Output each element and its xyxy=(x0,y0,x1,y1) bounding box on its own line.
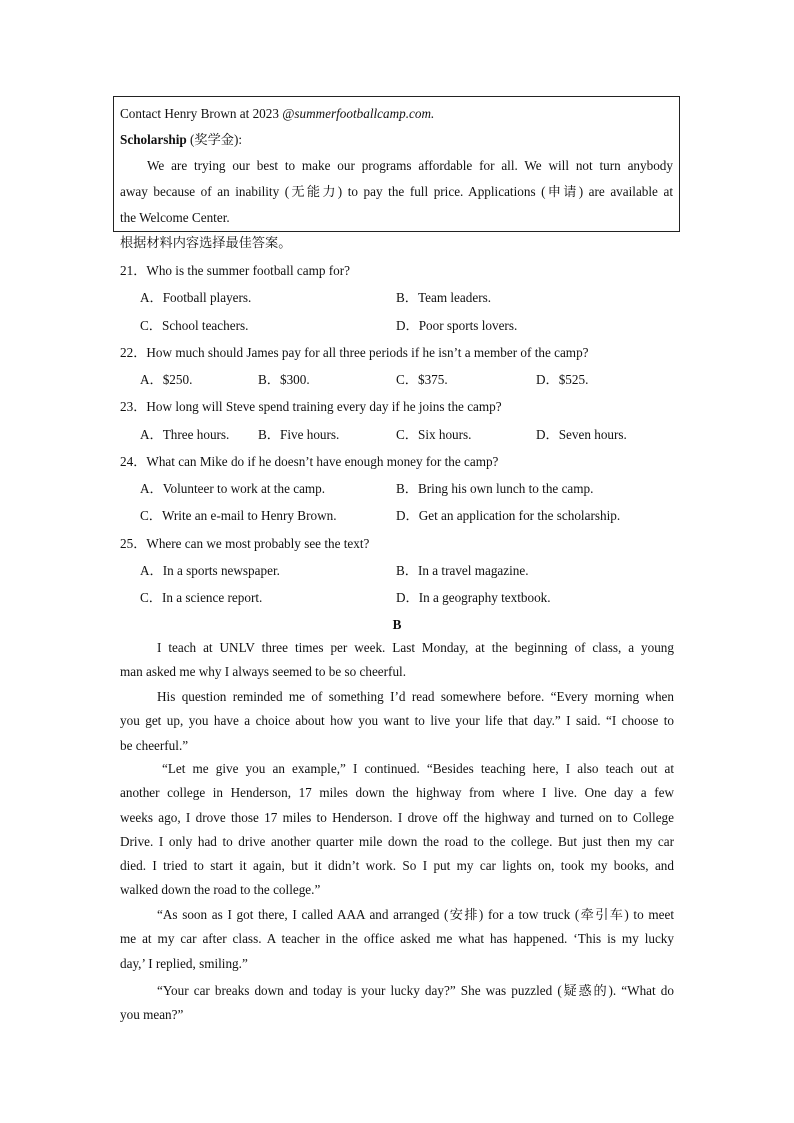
question-23-option-a[interactable]: A．Three hours. xyxy=(140,427,230,442)
paragraph-line: day,’ I replied, smiling.” xyxy=(120,955,248,971)
paragraph-line: another college in Henderson, 17 miles down the highway from where I live. One day a few xyxy=(120,785,674,801)
question-25-option-c[interactable]: C．In a science report. xyxy=(140,590,263,605)
question-21-option-a[interactable]: A．Football players. xyxy=(140,290,252,305)
question-21-option-d[interactable]: D．Poor sports lovers. xyxy=(396,318,518,333)
question-24-option-b[interactable]: B．Bring his own lunch to the camp. xyxy=(396,481,594,496)
question-22-option-a[interactable]: A．$250. xyxy=(140,372,193,387)
passage-paragraph-1 xyxy=(120,636,674,685)
question-25-option-d[interactable]: D．In a geography textbook. xyxy=(396,590,551,605)
paragraph-line: His question reminded me of something I’d read somewhere before. “Every morning when xyxy=(157,689,674,704)
paragraph-line: Drive. I only had to drive another quarter mile down the road to the college. But just then my car xyxy=(120,833,674,849)
section-b-title: B xyxy=(392,617,402,632)
question-25: 25．Where can we most probably see the text? xyxy=(120,536,370,551)
instruction: 根据材料内容选择最佳答案。 xyxy=(120,235,292,250)
question-21-option-c[interactable]: C．School teachers. xyxy=(140,318,249,333)
question-22-option-c[interactable]: C．$375. xyxy=(396,372,448,387)
contact-text: Contact Henry Brown at 2023 xyxy=(120,106,283,121)
contact-email: @summerfootballcamp.com. xyxy=(282,106,435,121)
question-22-option-d[interactable]: D．$525. xyxy=(536,372,589,387)
paragraph-line: “Your car breaks down and today is your lucky day?” She was puzzled (疑惑的). “What do xyxy=(157,983,674,998)
question-21-option-b[interactable]: B．Team leaders. xyxy=(396,290,492,305)
paragraph-line: you mean?” xyxy=(120,1007,184,1023)
contact-line xyxy=(120,101,673,127)
notice-box xyxy=(113,96,680,232)
paragraph-line: me at my car after class. A teacher in the office asked me what has happened. ‘This is my lucky xyxy=(120,931,674,947)
question-22-option-b[interactable]: B．$300. xyxy=(258,372,310,387)
paragraph-line: died. I tried to start it again, but it didn’t work. So I put my car lights on, took my books, and xyxy=(120,858,674,874)
question-25-option-a[interactable]: A．In a sports newspaper. xyxy=(140,563,280,578)
scholarship-heading-cn: (奖学金): xyxy=(186,132,243,147)
paragraph-line: be cheerful.” xyxy=(120,737,189,753)
question-23: 23．How long will Steve spend training every day if he joins the camp? xyxy=(120,399,502,414)
question-24: 24．What can Mike do if he doesn’t have enough money for the camp? xyxy=(120,454,499,469)
question-23-option-d[interactable]: D．Seven hours. xyxy=(536,427,627,442)
scholarship-line-1: We are trying our best to make our programs affordable for all. We will not turn anybody xyxy=(147,158,673,173)
scholarship-heading: Scholarship xyxy=(120,132,187,147)
question-23-option-c[interactable]: C．Six hours. xyxy=(396,427,472,442)
paragraph-line: walked down the road to the college.” xyxy=(120,882,321,898)
paragraph-line: man asked me why I always seemed to be so cheerful. xyxy=(120,664,406,680)
passage-paragraph-4 xyxy=(120,903,674,976)
paragraph-line: I teach at UNLV three times per week. Last Monday, at the beginning of class, a young xyxy=(157,640,674,655)
paragraph-line: “Let me give you an example,” I continued. “Besides teaching here, I also teach out at xyxy=(162,761,674,776)
paragraph-line: you get up, you have a choice about how you want to live your life that day.” I said. “I choose to xyxy=(120,713,674,729)
question-23-option-b[interactable]: B．Five hours. xyxy=(258,427,340,442)
scholarship-line-3: the Welcome Center. xyxy=(120,210,230,225)
question-21: 21．Who is the summer football camp for? xyxy=(120,263,350,278)
question-24-option-c[interactable]: C．Write an e-mail to Henry Brown. xyxy=(140,508,337,523)
passage-paragraph-2 xyxy=(120,685,674,758)
scholarship-heading-line xyxy=(120,127,673,153)
paragraph-line: “As soon as I got there, I called AAA and arranged (安排) for a tow truck (牵引车) to meet xyxy=(157,907,674,922)
paragraph-line: weeks ago, I drove those 17 miles to Henderson. I drove off the highway and turned on to College xyxy=(120,809,674,825)
question-24-option-d[interactable]: D．Get an application for the scholarship. xyxy=(396,508,621,523)
scholarship-line-2: away because of an inability (无能力) to pay the full price. Applications (申请) are available at xyxy=(120,184,673,199)
question-25-option-b[interactable]: B．In a travel magazine. xyxy=(396,563,529,578)
passage-paragraph-3 xyxy=(120,757,674,903)
passage-paragraph-5 xyxy=(120,979,674,1028)
question-22: 22．How much should James pay for all three periods if he isn’t a member of the camp? xyxy=(120,345,589,360)
question-24-option-a[interactable]: A．Volunteer to work at the camp. xyxy=(140,481,326,496)
